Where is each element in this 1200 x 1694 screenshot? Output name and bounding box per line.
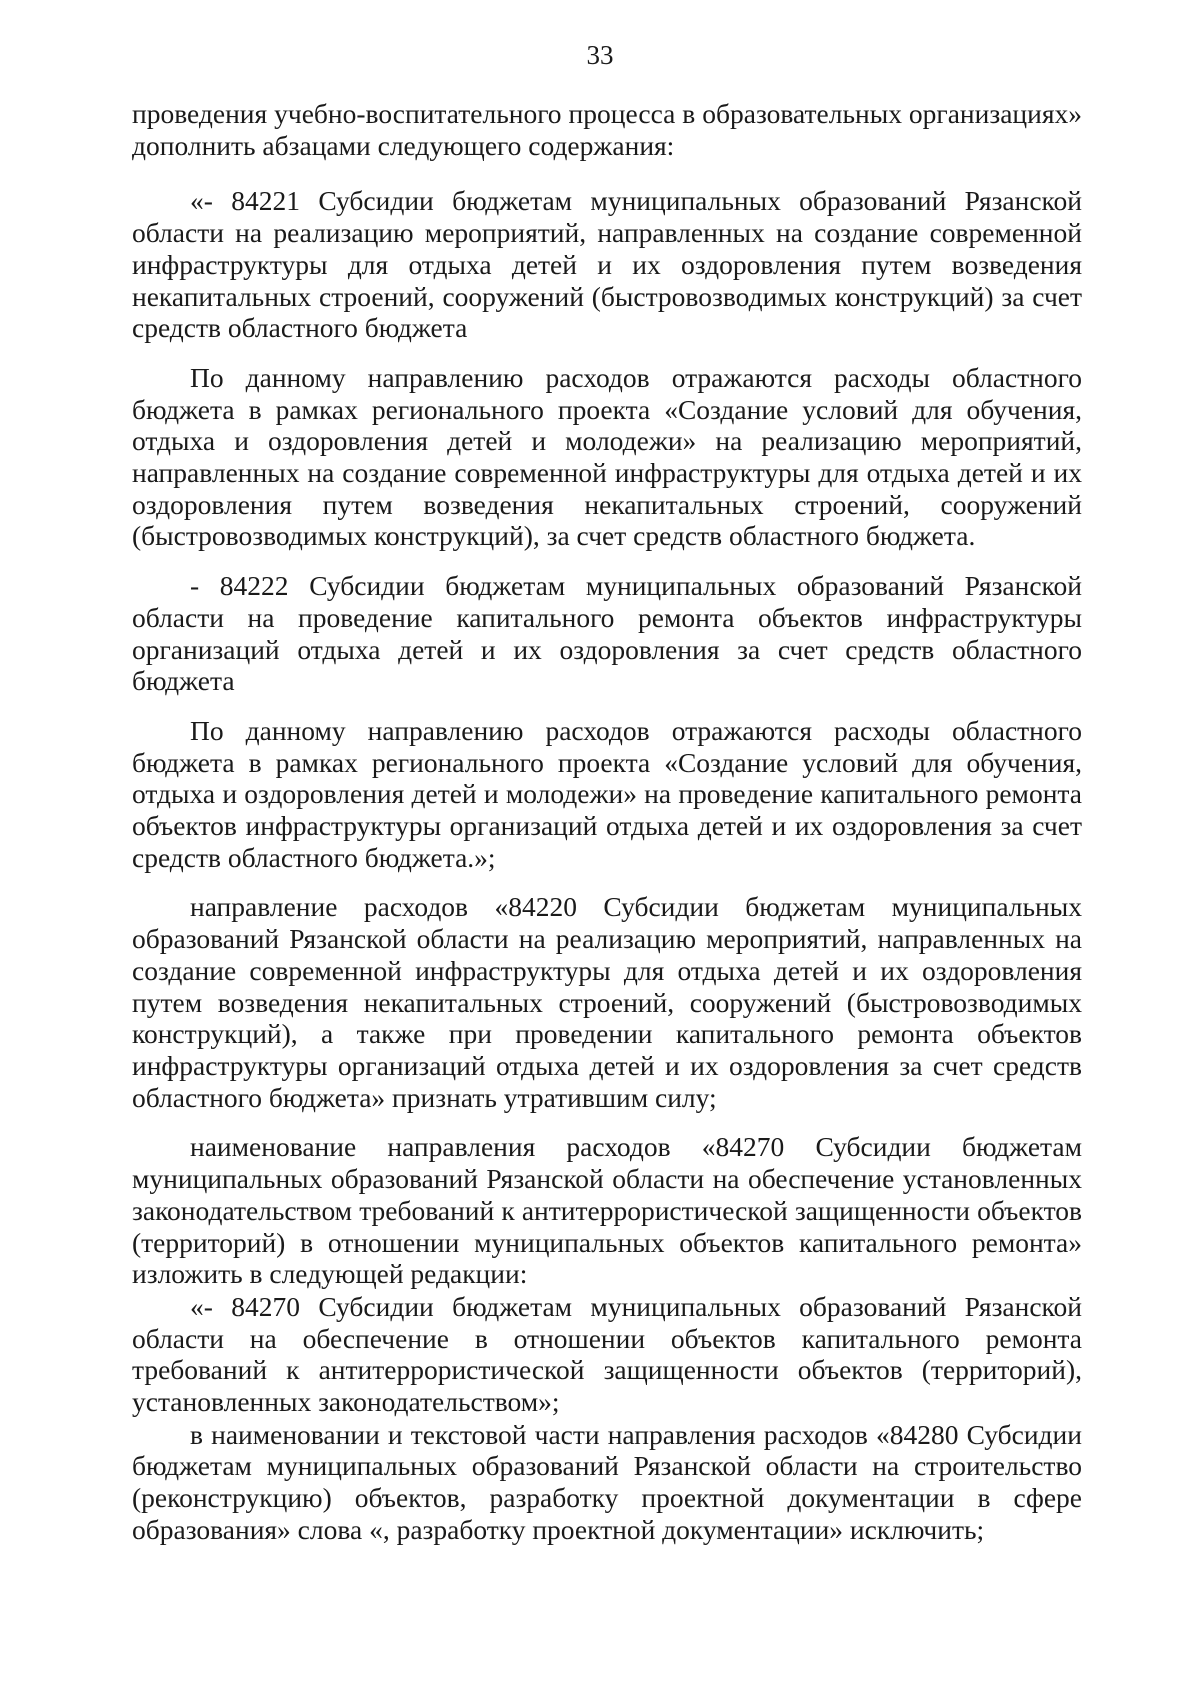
paragraph-84270-rename: наименование направления расходов «84270 Субсидии бюджетам муниципальных образований Рязанской области на обеспечение установленных законодательством требований к антитеррористической защищенности объектов (территорий) в отношении муниципальных объектов капитального ремонта» изложить в следующей редакции: — [132, 1131, 1082, 1290]
page-number: 33 — [586, 40, 614, 70]
paragraph-84222-title: - 84222 Субсидии бюджетам муниципальных образований Рязанской области на проведение капитального ремонта объектов инфраструктуры организаций отдыха детей и их оздоровления за счет средств областного бюджета — [132, 570, 1082, 697]
paragraph-84221-title: «- 84221 Субсидии бюджетам муниципальных образований Рязанской области на реализацию мероприятий, направленных на создание современной инфраструктуры для отдыха детей и их оздоровления путем возведения некапитальных строений, сооружений (быстровозводимых конструкций) за счет средств областного бюджета — [132, 185, 1082, 344]
paragraph-continuation: проведения учебно-воспитательного процесса в образовательных организациях» дополнить абзацами следующего содержания: — [132, 98, 1082, 161]
paragraph-84280-amendment: в наименовании и текстовой части направления расходов «84280 Субсидии бюджетам муниципальных образований Рязанской области на строительство (реконструкцию) объектов, разработку проектной документации в сфере образования» слова «, разработку проектной документации» исключить; — [132, 1418, 1082, 1545]
paragraph-84270-new-title: «- 84270 Субсидии бюджетам муниципальных образований Рязанской области на обеспечение в отношении объектов капитального ремонта требований к антитеррористической защищенности объектов (территорий), установленных законодательством»; — [132, 1290, 1082, 1418]
paragraph-84220-repeal: направление расходов «84220 Субсидии бюджетам муниципальных образований Рязанской области на реализацию мероприятий, направленных на создание современной инфраструктуры для отдыха детей и их оздоровления путем возведения некапитальных строений, сооружений (быстровозводимых конструкций), а также при проведении капитального ремонта объектов инфраструктуры организаций отдыха детей и их оздоровления за счет средств областного бюджета» признать утратившим силу; — [132, 891, 1082, 1113]
paragraph-84221-description: По данному направлению расходов отражаются расходы областного бюджета в рамках регионального проекта «Создание условий для обучения, отдыха и оздоровления детей и молодежи» на реализацию мероприятий, направленных на создание современной инфраструктуры для отдыха детей и их оздоровления путем возведения некапитальных строений, сооружений (быстровозводимых конструкций), за счет средств областного бюджета. — [132, 361, 1082, 552]
document-body — [132, 98, 1082, 1546]
paragraph-84222-description: По данному направлению расходов отражаются расходы областного бюджета в рамках регионального проекта «Создание условий для обучения, отдыха и оздоровления детей и молодежи» на проведение капитального ремонта объектов инфраструктуры организаций отдыха детей и их оздоровления за счет средств областного бюджета.»; — [132, 714, 1082, 873]
